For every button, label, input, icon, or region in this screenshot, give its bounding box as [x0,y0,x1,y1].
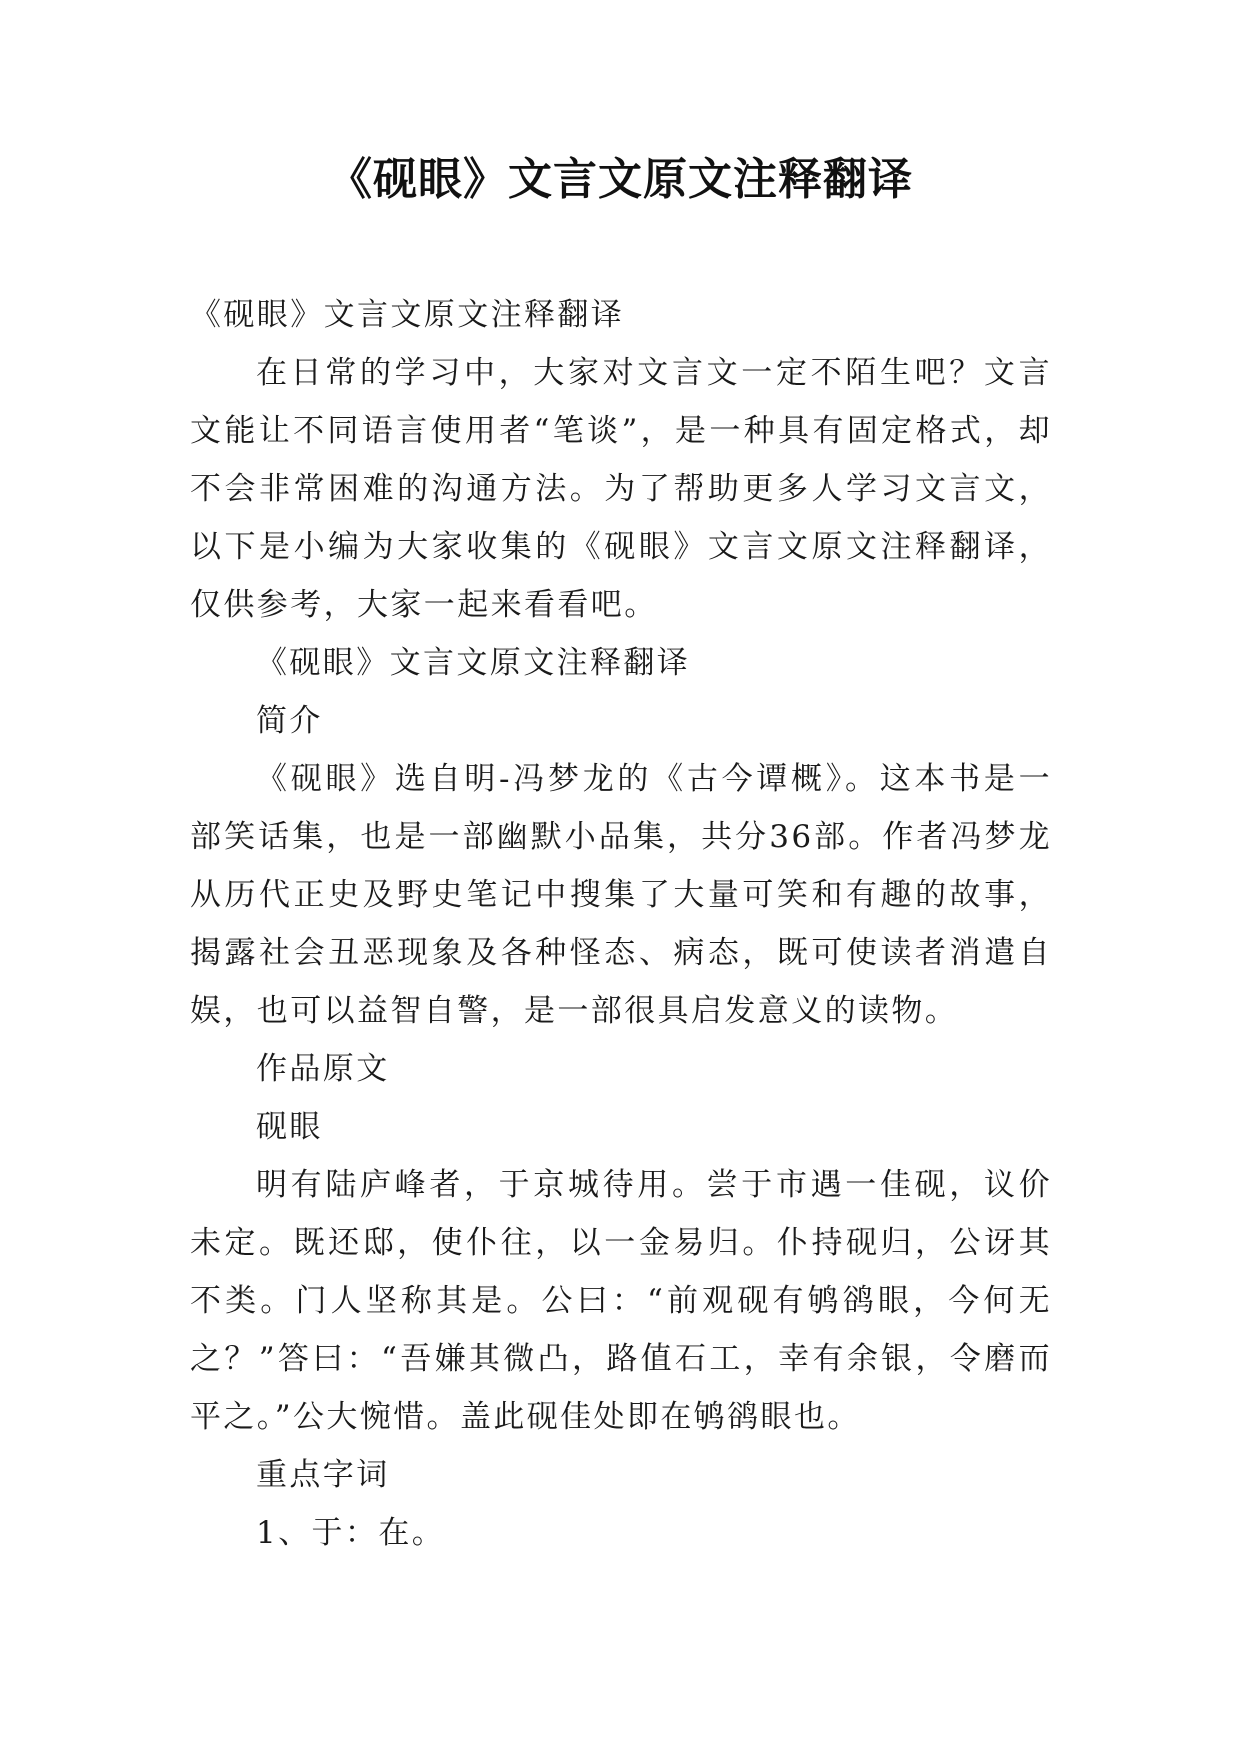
intro-paragraph: 在日常的学习中，大家对文言文一定不陌生吧？文言文能让不同语言使用者“笔谈”，是一种具有固定格式，却不会非常困难的沟通方法。为了帮助更多人学习文言文，以下是小编为大家收集的《砚眼》文言文原文注释翻译，仅供参考，大家一起来看看吧。 [190,355,1052,623]
original-text-title: 砚眼 [256,1109,323,1145]
document-body [190,286,1052,1562]
document-title: 《砚眼》文言文原文注释翻译 [328,154,913,205]
subtitle-paragraph: 《砚眼》文言文原文注释翻译 [190,297,625,333]
intro-body-paragraph: 《砚眼》选自明-冯梦龙的《古今谭概》。这本书是一部笑话集，也是一部幽默小品集，共分36部。作者冯梦龙从历代正史及野史笔记中搜集了大量可笑和有趣的故事，揭露社会丑恶现象及各种怪态、病态，既可使读者消遣自娱，也可以益智自警，是一部很具启发意义的读物。 [190,761,1052,1029]
section-heading-original-text: 作品原文 [256,1051,390,1087]
key-word-item: 1、于：在。 [256,1515,446,1551]
section-heading-title: 《砚眼》文言文原文注释翻译 [256,645,691,681]
section-heading-key-words: 重点字词 [256,1457,390,1493]
section-heading-intro: 简介 [256,703,323,739]
original-text-paragraph: 明有陆庐峰者，于京城待用。尝于市遇一佳砚，议价未定。既还邸，使仆往，以一金易归。仆持砚归，公讶其不类。门人坚称其是。公曰：“前观砚有鸲鹆眼，今何无之？”答曰：“吾嫌其微凸，路值石工，幸有余银，令磨而平之。”公大惋惜。盖此砚佳处即在鸲鹆眼也。 [190,1167,1052,1435]
